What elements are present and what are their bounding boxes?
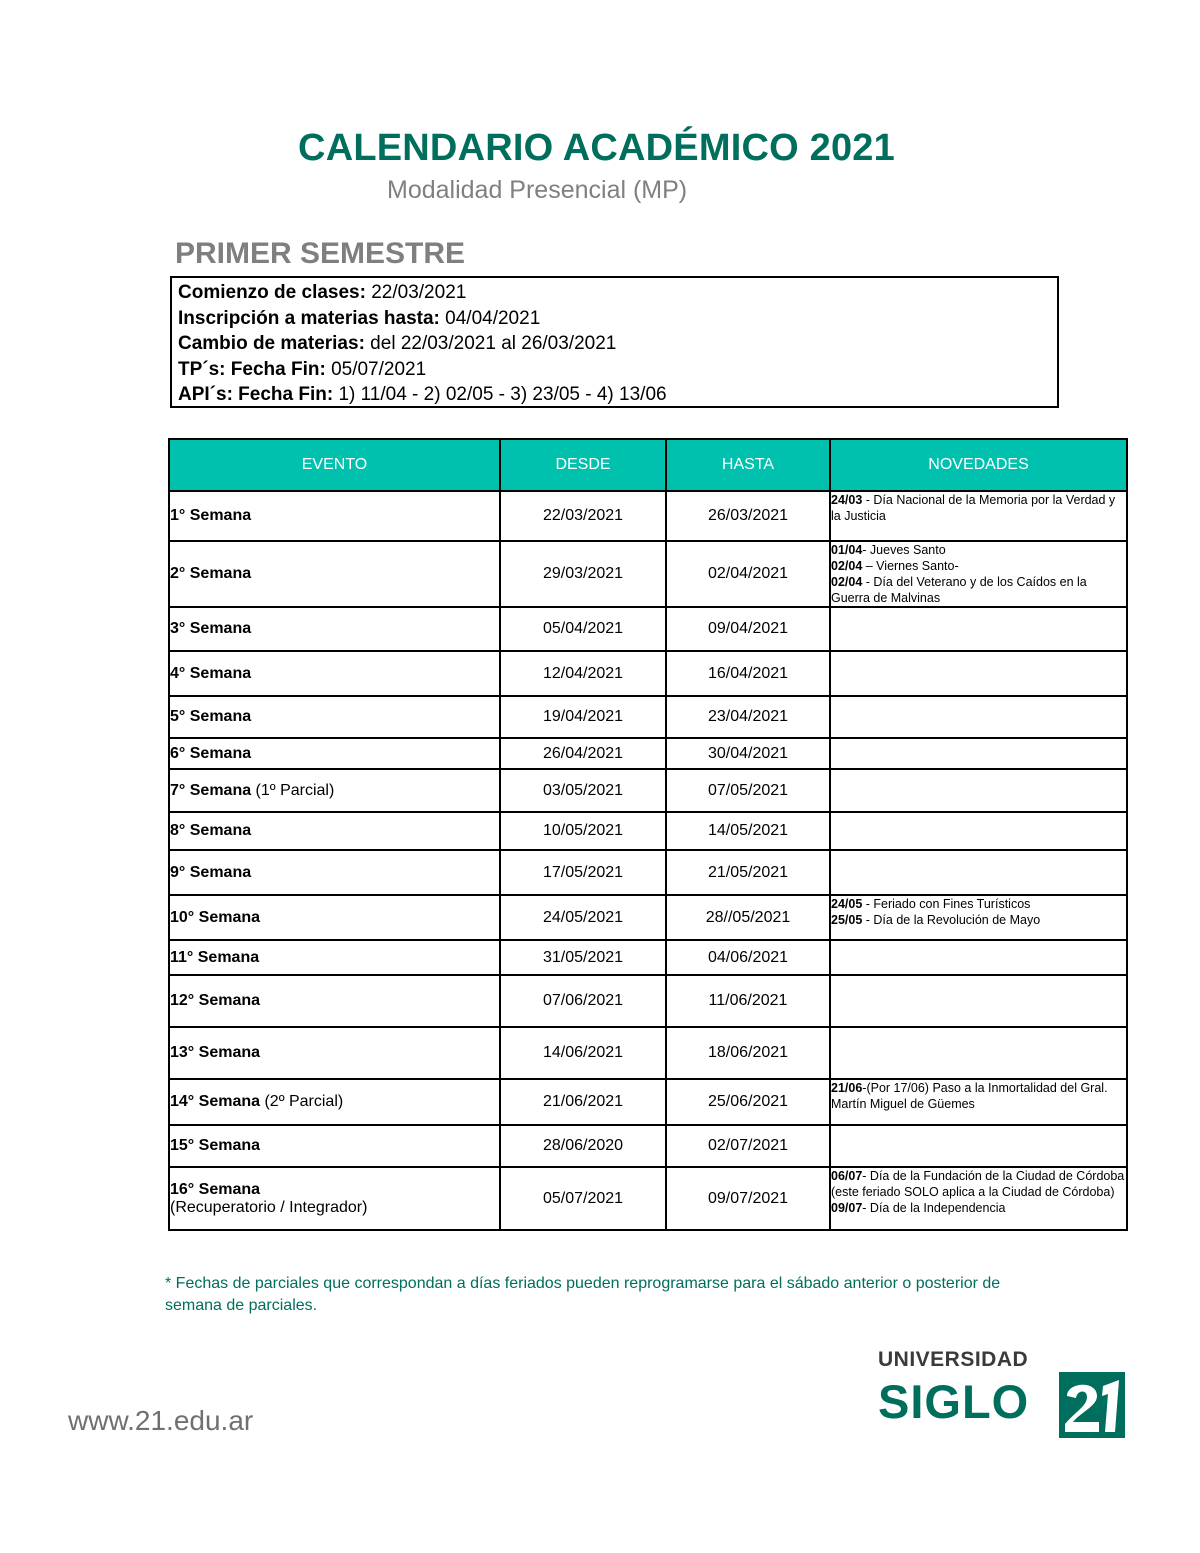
cell-notes [830, 1079, 1127, 1125]
note-line [831, 492, 1126, 524]
cell-to-date: 25/06/2021 [666, 1079, 830, 1125]
cell-from-date: 28/06/2020 [500, 1125, 666, 1167]
cell-event [169, 1027, 500, 1079]
cell-to-date: 16/04/2021 [666, 651, 830, 696]
table-header-row [169, 439, 1127, 491]
note-text: - Día del Veterano y de los Caídos en la Guerra de Malvinas [831, 575, 1087, 605]
cell-event [169, 696, 500, 738]
info-label: Comienzo de clases: [178, 282, 366, 303]
event-label: 11° Semana [170, 948, 260, 966]
note-text: - Día Nacional de la Memoria por la Verdad y la Justicia [831, 493, 1116, 523]
event-label: 4° Semana [170, 664, 252, 682]
cell-event [169, 541, 500, 607]
info-value: 04/04/2021 [439, 307, 541, 329]
cell-from-date: 10/05/2021 [500, 812, 666, 850]
cell-notes [830, 1167, 1127, 1230]
cell-notes [830, 1027, 1127, 1079]
table-row [169, 651, 1127, 696]
cell-from-date: 12/04/2021 [500, 651, 666, 696]
note-line [831, 912, 1126, 928]
event-label: 12° Semana [170, 992, 261, 1009]
table-row [169, 1125, 1127, 1167]
cell-to-date: 26/03/2021 [666, 491, 830, 541]
table-row [169, 1027, 1127, 1079]
cell-to-date: 07/05/2021 [666, 769, 830, 812]
cell-to-date: 11/06/2021 [666, 975, 830, 1027]
event-label: 8° Semana [170, 822, 252, 839]
event-label: 14° Semana [170, 1093, 261, 1110]
cell-from-date: 07/06/2021 [500, 975, 666, 1027]
cell-from-date: 05/07/2021 [500, 1167, 666, 1230]
info-line [178, 357, 1051, 383]
cell-from-date: 17/05/2021 [500, 850, 666, 895]
cell-notes [830, 850, 1127, 895]
note-line [831, 574, 1126, 606]
event-label: 16° Semana [170, 1180, 261, 1198]
table-row [169, 975, 1127, 1027]
table-row [169, 541, 1127, 607]
cell-notes [830, 651, 1127, 696]
cell-event [169, 491, 500, 541]
note-text: - Día de la Independencia [862, 1201, 1006, 1215]
event-label: 13° Semana [170, 1044, 261, 1061]
page-title: CALENDARIO ACADÉMICO 2021 [298, 127, 895, 169]
col-header-to: HASTA [666, 439, 830, 491]
info-label: TP´s: Fecha Fin: [178, 358, 326, 380]
table-row [169, 769, 1127, 812]
event-extra: (Recuperatorio / Integrador) [170, 1198, 368, 1216]
note-line [831, 542, 1126, 558]
note-date: 01/04 [831, 543, 863, 557]
note-text: -(Por 17/06) Paso a la Inmortalidad del Gral. Martín Miguel de Güemes [831, 1081, 1108, 1111]
cell-event [169, 975, 500, 1027]
note-date: 24/03 [831, 493, 863, 507]
event-label: 1° Semana [170, 507, 252, 524]
university-logo [878, 1348, 1128, 1438]
note-text: – Viernes Santo- [862, 559, 959, 573]
info-value: 1) 11/04 - 2) 02/05 - 3) 23/05 - 4) 13/06 [333, 384, 667, 405]
logo-university-text: UNIVERSIDAD [878, 1348, 1029, 1371]
cell-event [169, 738, 500, 769]
cell-to-date: 09/07/2021 [666, 1167, 830, 1230]
cell-event [169, 1125, 500, 1167]
info-line [178, 382, 1051, 408]
event-extra: (1º Parcial) [251, 781, 335, 799]
info-label: API´s: Fecha Fin: [178, 384, 334, 405]
cell-notes [830, 738, 1127, 769]
note-line [831, 1080, 1126, 1112]
event-label: 10° Semana [170, 908, 261, 926]
logo-siglo-text: SIGLO [878, 1375, 1030, 1428]
logo-21-mark [1059, 1372, 1125, 1438]
event-label: 15° Semana [170, 1137, 261, 1154]
note-date: 21/06 [831, 1081, 863, 1095]
cell-to-date: 02/04/2021 [666, 541, 830, 607]
note-date: 09/07 [831, 1201, 863, 1215]
cell-event [169, 895, 500, 940]
table-row [169, 895, 1127, 940]
cell-from-date: 24/05/2021 [500, 895, 666, 940]
info-line [178, 306, 1051, 332]
cell-event [169, 1167, 500, 1230]
info-line [178, 280, 1051, 306]
cell-from-date: 21/06/2021 [500, 1079, 666, 1125]
info-label: Inscripción a materias hasta: [178, 307, 440, 329]
cell-from-date: 14/06/2021 [500, 1027, 666, 1079]
cell-event [169, 940, 500, 975]
cell-to-date: 09/04/2021 [666, 607, 830, 651]
note-date: 02/04 [831, 559, 863, 573]
cell-from-date: 31/05/2021 [500, 940, 666, 975]
cell-to-date: 18/06/2021 [666, 1027, 830, 1079]
note-text: - Feriado con Fines Turísticos [862, 897, 1031, 911]
event-label: 7° Semana [170, 781, 252, 799]
event-label: 2° Semana [170, 565, 252, 582]
note-date: 06/07 [831, 1169, 863, 1183]
cell-notes [830, 1125, 1127, 1167]
col-header-from: DESDE [500, 439, 666, 491]
note-text: - Día de la Fundación de la Ciudad de Córdoba (este feriado SOLO aplica a la Ciudad de Córdoba) [831, 1169, 1125, 1199]
cell-notes [830, 975, 1127, 1027]
cell-event [169, 607, 500, 651]
cell-from-date: 05/04/2021 [500, 607, 666, 651]
table-row [169, 812, 1127, 850]
table-row [169, 1167, 1127, 1230]
col-header-event: EVENTO [169, 439, 500, 491]
cell-notes [830, 541, 1127, 607]
section-heading: PRIMER SEMESTRE [175, 237, 466, 270]
info-value: del 22/03/2021 al 26/03/2021 [364, 333, 617, 354]
event-extra: (2º Parcial) [260, 1093, 344, 1110]
note-date: 02/04 [831, 575, 863, 589]
summary-box [170, 276, 1059, 408]
cell-from-date: 29/03/2021 [500, 541, 666, 607]
info-label: Cambio de materias: [178, 333, 365, 354]
cell-event [169, 769, 500, 812]
note-line [831, 1200, 1126, 1216]
col-header-notes: NOVEDADES [830, 439, 1127, 491]
note-line [831, 558, 1126, 574]
footnote: * Fechas de parciales que correspondan a días feriados pueden reprogramarse para el sábado anterior o posterior de semana de parciales. [165, 1275, 1001, 1314]
cell-from-date: 03/05/2021 [500, 769, 666, 812]
note-text: - Jueves Santo [862, 543, 946, 557]
cell-to-date: 21/05/2021 [666, 850, 830, 895]
note-line [831, 896, 1126, 912]
cell-notes [830, 812, 1127, 850]
cell-event [169, 651, 500, 696]
table-row [169, 940, 1127, 975]
table-row [169, 1079, 1127, 1125]
note-text: - Día de la Revolución de Mayo [862, 913, 1041, 927]
table-row [169, 491, 1127, 541]
note-date: 24/05 [831, 897, 863, 911]
cell-to-date: 28//05/2021 [666, 895, 830, 940]
cell-to-date: 30/04/2021 [666, 738, 830, 769]
info-line [178, 331, 1051, 357]
cell-notes [830, 895, 1127, 940]
cell-from-date: 22/03/2021 [500, 491, 666, 541]
cell-to-date: 23/04/2021 [666, 696, 830, 738]
note-date: 25/05 [831, 913, 863, 927]
table-row [169, 696, 1127, 738]
cell-event [169, 850, 500, 895]
cell-event [169, 812, 500, 850]
cell-notes [830, 769, 1127, 812]
website-url: www.21.edu.ar [68, 1405, 254, 1436]
table-row [169, 607, 1127, 651]
table-row [169, 738, 1127, 769]
cell-notes [830, 696, 1127, 738]
page-subtitle: Modalidad Presencial (MP) [387, 176, 688, 204]
cell-from-date: 19/04/2021 [500, 696, 666, 738]
event-label: 9° Semana [170, 863, 252, 881]
table-body [169, 491, 1127, 1230]
event-label: 6° Semana [170, 744, 252, 762]
cell-notes [830, 607, 1127, 651]
event-label: 3° Semana [170, 620, 252, 637]
cell-to-date: 04/06/2021 [666, 940, 830, 975]
cell-to-date: 02/07/2021 [666, 1125, 830, 1167]
event-label: 5° Semana [170, 708, 252, 725]
info-value: 05/07/2021 [325, 358, 427, 380]
cell-to-date: 14/05/2021 [666, 812, 830, 850]
cell-notes [830, 491, 1127, 541]
cell-event [169, 1079, 500, 1125]
note-line [831, 1168, 1126, 1200]
calendar-table [168, 438, 1128, 1231]
table-row [169, 850, 1127, 895]
cell-notes [830, 940, 1127, 975]
cell-from-date: 26/04/2021 [500, 738, 666, 769]
info-value: 22/03/2021 [365, 282, 467, 303]
